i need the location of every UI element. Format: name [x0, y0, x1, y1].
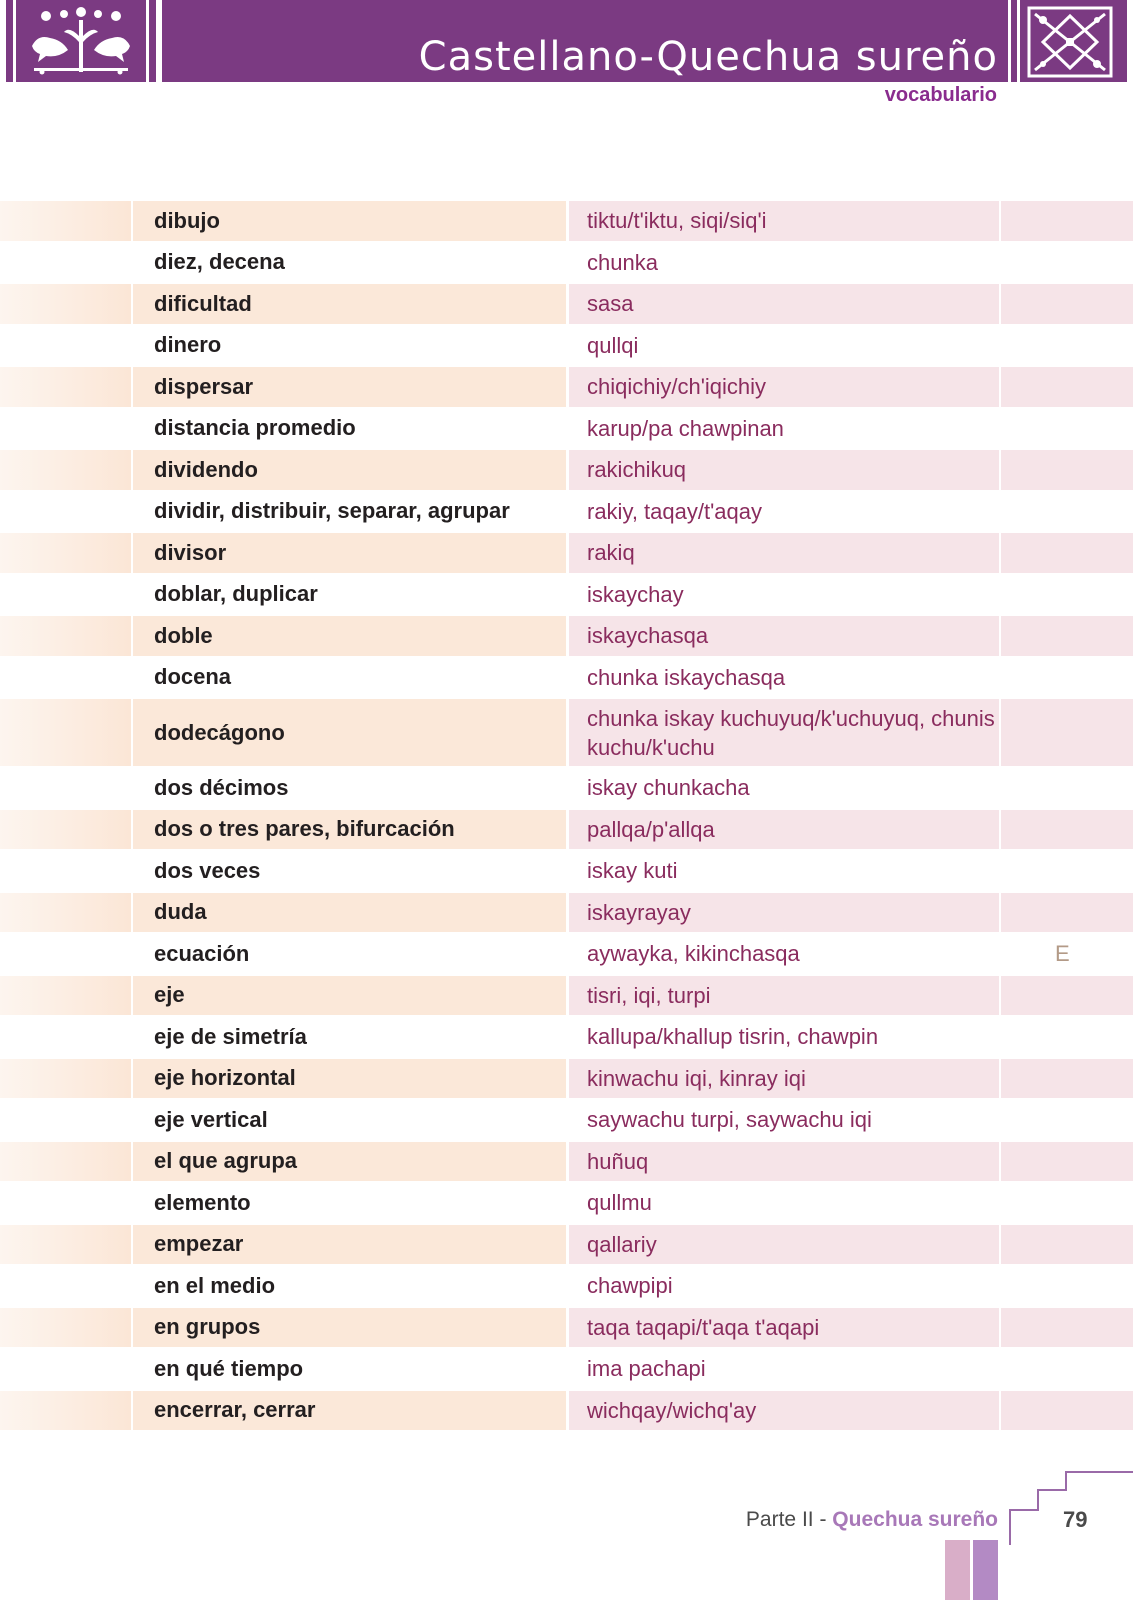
vocab-row	[0, 1224, 1133, 1266]
spanish-term: dinero	[154, 332, 222, 358]
row-background	[0, 1100, 131, 1140]
quechua-translation: taqa taqapi/t'aqa t'aqapi	[587, 1314, 820, 1340]
row-background	[1001, 699, 1133, 766]
vocab-row	[0, 491, 1133, 533]
row-background	[0, 699, 131, 766]
vocab-row	[0, 283, 1133, 325]
vocab-row	[0, 449, 1133, 491]
quechua-translation: kinwachu iqi, kinray iqi	[587, 1065, 806, 1091]
vocab-row	[0, 1390, 1133, 1432]
quechua-translation: huñuq	[587, 1148, 649, 1174]
row-background	[1001, 1100, 1133, 1140]
vocab-row	[0, 1307, 1133, 1349]
row-background	[1001, 409, 1133, 449]
footer-part: Parte II	[745, 1508, 814, 1531]
spanish-term: divisor	[154, 539, 227, 565]
spanish-term: eje	[154, 982, 185, 1008]
row-background	[1001, 1017, 1133, 1057]
spanish-term: el que agrupa	[154, 1148, 298, 1174]
quechua-translation: rakiq	[587, 540, 635, 566]
spanish-term: dibujo	[154, 207, 220, 233]
row-background	[1001, 575, 1133, 615]
spanish-term: ecuación	[154, 940, 250, 966]
quechua-translation: rakichikuq	[587, 457, 687, 483]
birds-tree-ornament-icon	[6, 0, 156, 82]
spanish-term: doblar, duplicar	[154, 581, 318, 607]
spanish-term: dispersar	[154, 373, 254, 399]
row-background	[1001, 658, 1133, 698]
quechua-translation: qallariy	[587, 1231, 657, 1257]
spanish-term: duda	[154, 899, 207, 925]
row-background	[1001, 810, 1133, 850]
spanish-term: en qué tiempo	[154, 1355, 304, 1381]
quechua-translation: iskaychay	[587, 581, 684, 607]
vocab-row	[0, 200, 1133, 242]
row-background	[1001, 1183, 1133, 1223]
row-background	[1001, 1391, 1133, 1431]
quechua-translation: qullqi	[587, 332, 639, 358]
vocabulary-table	[0, 200, 1133, 1431]
spanish-term: en el medio	[154, 1272, 276, 1298]
quechua-translation: iskaychasqa	[587, 623, 709, 649]
quechua-translation: saywachu turpi, saywachu iqi	[587, 1107, 872, 1133]
page-subtitle: vocabulario	[884, 84, 997, 106]
spanish-term: eje horizontal	[154, 1065, 296, 1091]
row-background	[0, 533, 131, 573]
quechua-translation: chunka iskaychasqa	[587, 664, 786, 690]
quechua-translation: iskay kuti	[587, 858, 678, 884]
row-background	[0, 1308, 131, 1348]
quechua-translation: chunka	[587, 249, 658, 275]
spanish-term: dodecágono	[154, 719, 285, 745]
geometric-pattern-icon	[1011, 0, 1127, 82]
quechua-translation: qullmu	[587, 1190, 652, 1216]
row-background	[0, 201, 131, 241]
row-background	[1001, 851, 1133, 891]
vocab-row	[0, 767, 1133, 809]
row-background	[0, 450, 131, 490]
row-background	[1001, 367, 1133, 407]
row-background	[0, 1349, 131, 1389]
row-background	[1001, 243, 1133, 283]
quechua-translation: aywayka, kikinchasqa	[587, 941, 800, 967]
row-background	[1001, 326, 1133, 366]
row-background	[0, 575, 131, 615]
spanish-term: dos décimos	[154, 774, 289, 800]
row-background	[0, 976, 131, 1016]
row-background	[1001, 1225, 1133, 1265]
footer-separator: -	[813, 1508, 833, 1531]
spanish-term: dividir, distribuir, separar, agrupar	[154, 498, 510, 524]
vocab-row	[0, 892, 1133, 934]
row-background	[1001, 1349, 1133, 1389]
quechua-translation: wichqay/wichq'ay	[587, 1397, 757, 1423]
row-background	[1001, 201, 1133, 241]
vocab-row	[0, 850, 1133, 892]
footer-section-label	[746, 1508, 998, 1532]
vocab-row	[0, 366, 1133, 408]
row-background	[1001, 284, 1133, 324]
row-background	[0, 1266, 131, 1306]
quechua-translation: karup/pa chawpinan	[587, 415, 784, 441]
vocab-row	[0, 1265, 1133, 1307]
spanish-term: eje de simetría	[154, 1023, 307, 1049]
spanish-term: doble	[154, 622, 213, 648]
row-background	[0, 284, 131, 324]
row-background	[1001, 1059, 1133, 1099]
row-background	[0, 616, 131, 656]
quechua-translation: ima pachapi	[587, 1356, 706, 1382]
row-background	[0, 326, 131, 366]
vocab-row	[0, 615, 1133, 657]
vocab-row	[0, 242, 1133, 284]
quechua-translation: chawpipi	[587, 1273, 673, 1299]
footer-bar-pink	[945, 1540, 970, 1600]
page-header	[0, 0, 1133, 82]
row-background	[1001, 1142, 1133, 1182]
vocab-row	[0, 574, 1133, 616]
row-background	[0, 658, 131, 698]
vocab-row	[0, 1099, 1133, 1141]
quechua-translation: kallupa/khallup tisrin, chawpin	[587, 1024, 879, 1050]
row-background	[0, 1391, 131, 1431]
footer-bar-purple	[973, 1540, 998, 1600]
vocab-row	[0, 408, 1133, 450]
row-background	[0, 1017, 131, 1057]
vocab-row	[0, 975, 1133, 1017]
row-background	[1001, 533, 1133, 573]
quechua-translation: rakiy, taqay/t'aqay	[587, 498, 762, 524]
vocab-row	[0, 1058, 1133, 1100]
row-background	[0, 851, 131, 891]
quechua-translation: iskay chunkacha	[587, 775, 750, 801]
spanish-term: encerrar, cerrar	[154, 1397, 316, 1423]
row-background	[0, 893, 131, 933]
row-background	[0, 367, 131, 407]
vocab-row	[0, 1348, 1133, 1390]
vocab-row	[0, 1141, 1133, 1183]
spanish-term: eje vertical	[154, 1106, 268, 1132]
title-band	[162, 0, 1008, 82]
spanish-term: distancia promedio	[154, 415, 356, 441]
row-background	[1001, 1266, 1133, 1306]
footer-language: Quechua sureño	[832, 1508, 998, 1531]
quechua-translation: tiktu/t'iktu, siqi/siq'i	[587, 208, 767, 234]
row-background	[0, 492, 131, 532]
row-background	[1001, 492, 1133, 532]
vocab-row	[0, 1016, 1133, 1058]
row-background	[0, 1183, 131, 1223]
quechua-translation: chunka iskay kuchuyuq/k'uchuyuq, chunis kuchu/k'uchu	[587, 705, 995, 760]
vocab-row	[0, 933, 1133, 975]
page-number: 79	[1063, 1507, 1088, 1532]
row-background	[0, 409, 131, 449]
spanish-term: dos veces	[154, 857, 261, 883]
row-background	[1001, 1308, 1133, 1348]
section-letter: E	[1055, 940, 1070, 966]
row-background	[0, 768, 131, 808]
row-background	[0, 243, 131, 283]
row-background	[0, 810, 131, 850]
spanish-term: dos o tres pares, bifurcación	[154, 816, 455, 842]
row-background	[0, 1225, 131, 1265]
spanish-term: docena	[154, 664, 232, 690]
quechua-translation: sasa	[587, 291, 634, 317]
quechua-translation: tisri, iqi, turpi	[587, 982, 711, 1008]
row-background	[1001, 450, 1133, 490]
row-background	[1001, 768, 1133, 808]
quechua-translation: chiqichiy/ch'iqichiy	[587, 374, 767, 400]
spanish-term: diez, decena	[154, 249, 285, 275]
row-background	[1001, 893, 1133, 933]
spanish-term: empezar	[154, 1231, 244, 1257]
spanish-term: dificultad	[154, 290, 252, 316]
vocab-row	[0, 325, 1133, 367]
page-title: Castellano-Quechua sureño	[418, 34, 998, 80]
vocab-row	[0, 698, 1133, 767]
row-background	[1001, 616, 1133, 656]
quechua-translation: pallqa/p'allqa	[587, 816, 715, 842]
vocab-row	[0, 657, 1133, 699]
vocab-row	[0, 809, 1133, 851]
row-background	[0, 1142, 131, 1182]
row-background	[0, 1059, 131, 1099]
spanish-term: en grupos	[154, 1314, 261, 1340]
vocab-row	[0, 1182, 1133, 1224]
vocab-row	[0, 532, 1133, 574]
row-background	[1001, 976, 1133, 1016]
spanish-term: dividendo	[154, 456, 258, 482]
spanish-term: elemento	[154, 1189, 251, 1215]
quechua-translation: iskayrayay	[587, 899, 691, 925]
row-background	[0, 934, 131, 974]
